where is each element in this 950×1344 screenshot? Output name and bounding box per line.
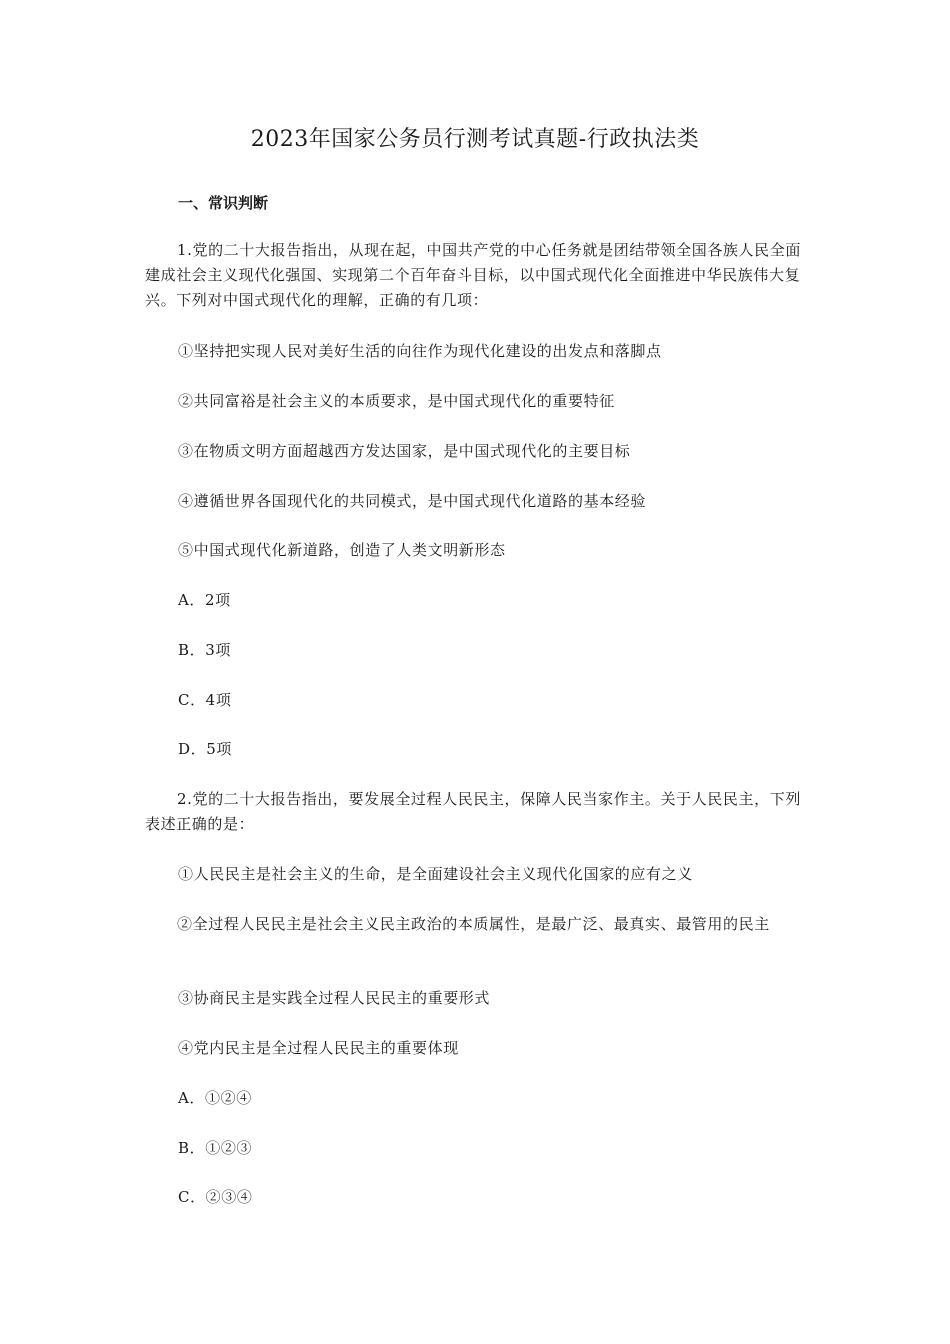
question-1-stem: 1.党的二十大报告指出，从现在起，中国共产党的中心任务就是团结带领全国各族人民全面建成社会主义现代化强国、实现第二个百年奋斗目标，以中国式现代化全面推进中华民族伟大复兴。下列对中国式现代化的理解，正确的有几项： — [145, 241, 801, 309]
question-1-statement-3: ③在物质文明方面超越西方发达国家，是中国式现代化的主要目标 — [178, 442, 631, 460]
question-1-option-c: C．4项 — [178, 691, 232, 709]
question-1-option-a: A．2项 — [178, 591, 231, 609]
question-2-option-a: A．①②④ — [178, 1089, 252, 1107]
question-2-stem: 2.党的二十大报告指出，要发展全过程人民民主，保障人民当家作主。关于人民民主，下列表述正确的是： — [145, 790, 801, 833]
question-2-statement-3: ③协商民主是实践全过程人民民主的重要形式 — [178, 989, 491, 1007]
question-2-statement-4: ④党内民主是全过程人民民主的重要体现 — [178, 1039, 459, 1057]
question-1-statement-1: ①坚持把实现人民对美好生活的向往作为现代化建设的出发点和落脚点 — [178, 342, 662, 360]
question-2-option-c: C．②③④ — [178, 1188, 253, 1206]
question-2-statement-1: ①人民民主是社会主义的生命，是全面建设社会主义现代化国家的应有之义 — [178, 865, 693, 883]
question-1-option-b: B．3项 — [178, 641, 231, 659]
question-2-option-b: B．①②③ — [178, 1139, 253, 1157]
document-title: 2023年国家公务员行测考试真题-行政执法类 — [250, 127, 700, 152]
question-1-statement-2: ②共同富裕是社会主义的本质要求，是中国式现代化的重要特征 — [178, 392, 615, 410]
question-1-statement-4: ④遵循世界各国现代化的共同模式，是中国式现代化道路的基本经验 — [178, 492, 647, 510]
question-1-statement-5: ⑤中国式现代化新道路，创造了人类文明新形态 — [178, 541, 506, 559]
question-2-statement-2: ②全过程人民民主是社会主义民主政治的本质属性，是最广泛、最真实、最管用的民主 — [177, 915, 770, 933]
question-1-option-d: D．5项 — [178, 740, 232, 758]
section-heading: 一、常识判断 — [178, 194, 269, 212]
